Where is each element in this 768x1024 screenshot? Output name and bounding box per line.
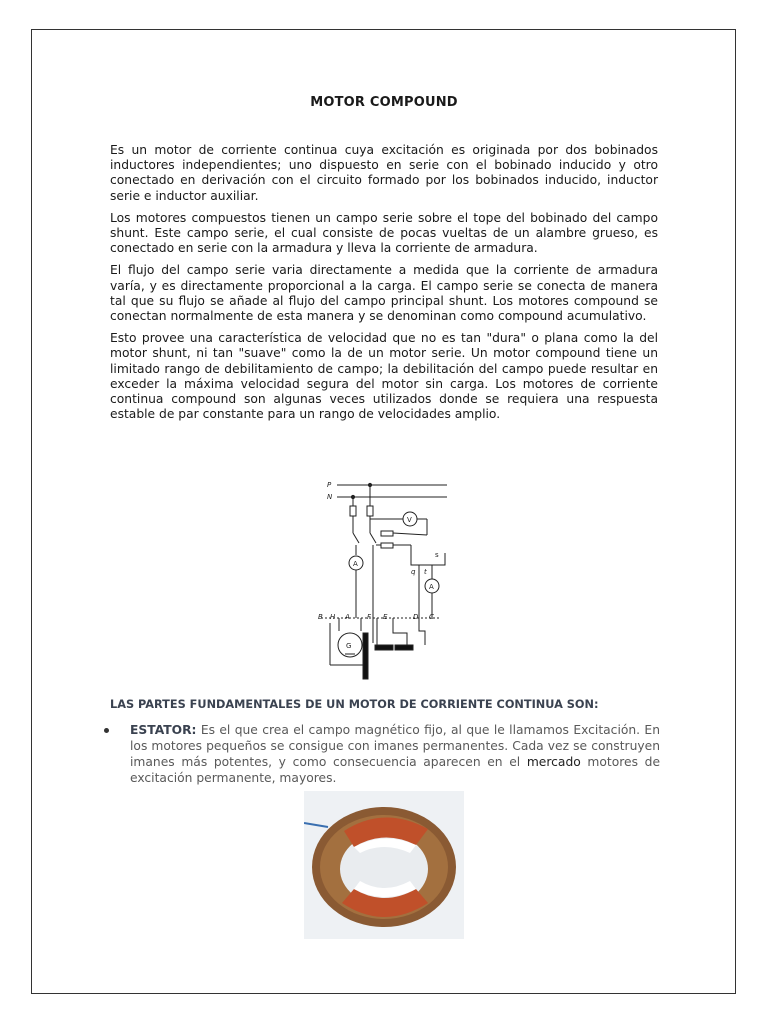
label-a1: A [353, 560, 358, 568]
label-p: P [327, 481, 332, 489]
label-f: F [367, 613, 372, 621]
label-n: N [327, 493, 333, 501]
stator-photo [304, 791, 464, 939]
bullet-body: Es el que crea el campo magnético fijo, al que le llamamos Excitación. En los motores pequeños se consigue con imanes permanentes. Cada vez se construyen imanes más potentes, y como consecuencia aparecen en el [130, 723, 660, 769]
wire [393, 618, 407, 645]
label-e: E [383, 613, 388, 621]
label-h: H [330, 613, 336, 621]
fuse [350, 506, 356, 516]
bullet-body-end: motores de excitación permanente, mayores. [130, 755, 661, 785]
bullet-text [130, 722, 660, 786]
document-title: MOTOR COMPOUND [310, 95, 458, 110]
label-s: s [435, 551, 439, 559]
label-g: G [346, 642, 352, 650]
label-d: D [413, 613, 419, 621]
bullet-term: ESTATOR: [130, 723, 197, 737]
label-q: q [411, 568, 416, 576]
label-v: V [407, 516, 412, 524]
label-a: A [345, 613, 350, 621]
label-b: B [318, 613, 323, 621]
paragraph-1: Es un motor de corriente continua cuya excitación es originada por dos bobinados inductores independientes; uno dispuesto en serie con el bobinado inducido y otro conectado en derivación con el circuito formado por los bobinados inducido, inductor serie e inductor auxiliar. [110, 143, 658, 203]
bullet-icon [104, 728, 109, 733]
mercado-link[interactable]: mercado [526, 755, 581, 769]
wire [377, 618, 391, 645]
resistor [381, 543, 393, 548]
list-item [104, 722, 660, 786]
wire [393, 533, 427, 535]
paragraph-4: Esto provee una característica de velocidad que no es tan "dura" o plana como la del motor shunt, ni tan "suave" como la de un motor serie. Un motor compound tiene un limitado rango de debilitamiento de campo; la debilitación del campo puede resultar en exceder la máxima velocidad segura del motor sin carga. Los motores de corriente continua compound son algunas veces utilizados donde se requiera una respuesta estable de par constante para un rango de velocidades amplio. [110, 331, 658, 422]
switch-blade [370, 533, 376, 543]
label-a2: A [429, 583, 434, 591]
compound-motor-wiring-diagram [315, 473, 450, 683]
paragraph-3: El flujo del campo serie varia directamente a medida que la corriente de armadura varía, y es directamente proporcional a la carga. El campo serie se conecta de manera tal que su flujo se añade al flujo del campo principal shunt. Los motores compound se conectan normalmente de esta manera y se denominan como compound acumulativo. [110, 263, 658, 324]
fuse [367, 506, 373, 516]
label-c: C [429, 613, 434, 621]
section-heading: LAS PARTES FUNDAMENTALES DE UN MOTOR DE CORRIENTE CONTINUA SON: [110, 698, 599, 711]
shunt-winding [395, 645, 413, 650]
series-winding [375, 645, 393, 650]
paragraph-2: Los motores compuestos tienen un campo serie sobre el tope del bobinado del campo shunt. Este campo serie, el cual consiste de pocas vueltas de un alambre grueso, es conectado en serie con la armadura y lleva la corriente de armadura. [110, 210, 658, 256]
body-text [110, 143, 658, 429]
brush-terminal [363, 633, 368, 679]
switch-blade [353, 533, 359, 543]
resistor [381, 531, 393, 536]
label-t: t [424, 568, 427, 576]
wire [411, 545, 445, 565]
wire [419, 618, 425, 645]
